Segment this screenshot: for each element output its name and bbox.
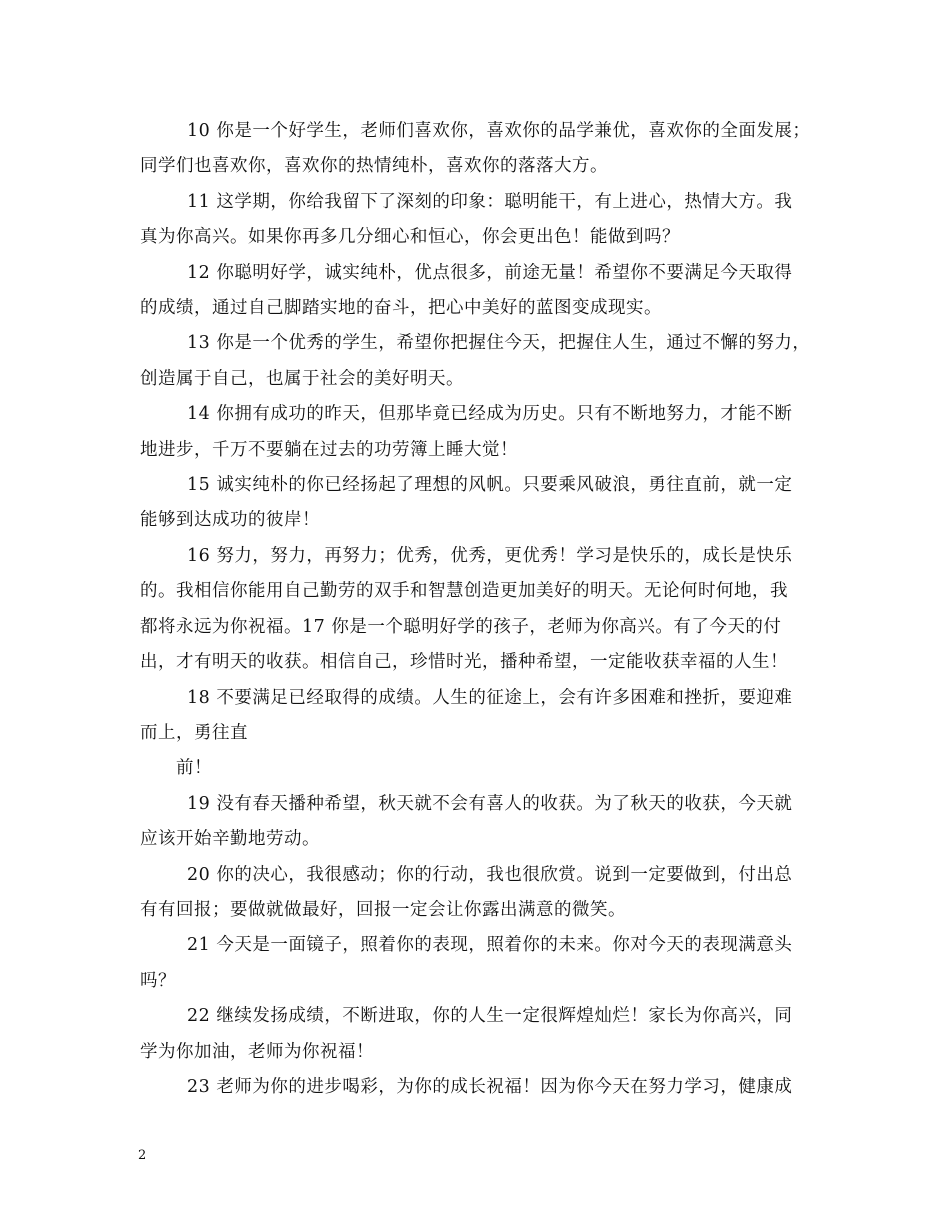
paragraph-14: 14 你拥有成功的昨天，但那毕竟已经成为历史。只有不断地努力，才能不断 地进步，千万不要躺在过去的功劳簿上睡大觉！ [140,404,793,460]
paragraph-19: 19 没有春天播种希望，秋天就不会有喜人的收获。为了秋天的收获，今天就 应该开始辛勤地劳动。 [140,793,793,850]
paragraph-22: 22 继续发扬成绩，不断进取，你的人生一定很辉煌灿烂！家长为你高兴，同 学为你加油，老师为你祝福！ [140,1006,793,1062]
paragraph-21: 21 今天是一面镜子，照着你的表现，照着你的未来。你对今天的表现满意头 吗？ [140,935,793,991]
paragraph-16-17: 16 努力，努力，再努力；优秀，优秀，更优秀！学习是快乐的，成长是快乐 的。我相信你能用自己勤劳的双手和智慧创造更加美好的明天。无论何时何地，我 都将永远为你祝福。17 你是一个聪明好学的孩子，老师为你高兴。有了今天的付 出，才有明天的收获。相信自己，珍惜时光，播种希望，一定能收获幸福的人生！ [140,545,793,673]
paragraph-18-continuation: 前！ [176,758,212,779]
paragraph-10: 10 你是一个好学生，老师们喜欢你，喜欢你的品学兼优，喜欢你的全面发展； 同学们也喜欢你，喜欢你的热情纯朴，喜欢你的落落大方。 [140,121,811,177]
paragraph-18: 18 不要满足已经取得的成绩。人生的征途上，会有许多困难和挫折，要迎难 而上，勇往直 [140,687,793,743]
paragraph-13: 13 你是一个优秀的学生，希望你把握住今天，把握住人生，通过不懈的努力， 创造属于自己，也属于社会的美好明天。 [140,333,811,389]
page-number: 2 [138,1148,147,1163]
paragraph-20: 20 你的决心，我很感动；你的行动，我也很欣赏。说到一定要做到，付出总 有有回报；要做就做最好，回报一定会让你露出满意的微笑。 [140,864,793,920]
paragraph-12: 12 你聪明好学，诚实纯朴，优点很多，前途无量！希望你不要满足今天取得 的成绩，通过自己脚踏实地的奋斗，把心中美好的蓝图变成现实。 [140,262,793,319]
paragraph-15: 15 诚实纯朴的你已经扬起了理想的风帆。只要乘风破浪，勇往直前，就一定 能够到达成功的彼岸！ [140,475,793,531]
paragraph-11: 11 这学期，你给我留下了深刻的印象：聪明能干，有上进心，热情大方。我 真为你高兴。如果你再多几分细心和恒心，你会更出色！能做到吗？ [140,191,793,248]
paragraph-23: 23 老师为你的进步喝彩，为你的成长祝福！因为你今天在努力学习，健康成 [187,1076,793,1097]
body-text [140,114,820,1105]
